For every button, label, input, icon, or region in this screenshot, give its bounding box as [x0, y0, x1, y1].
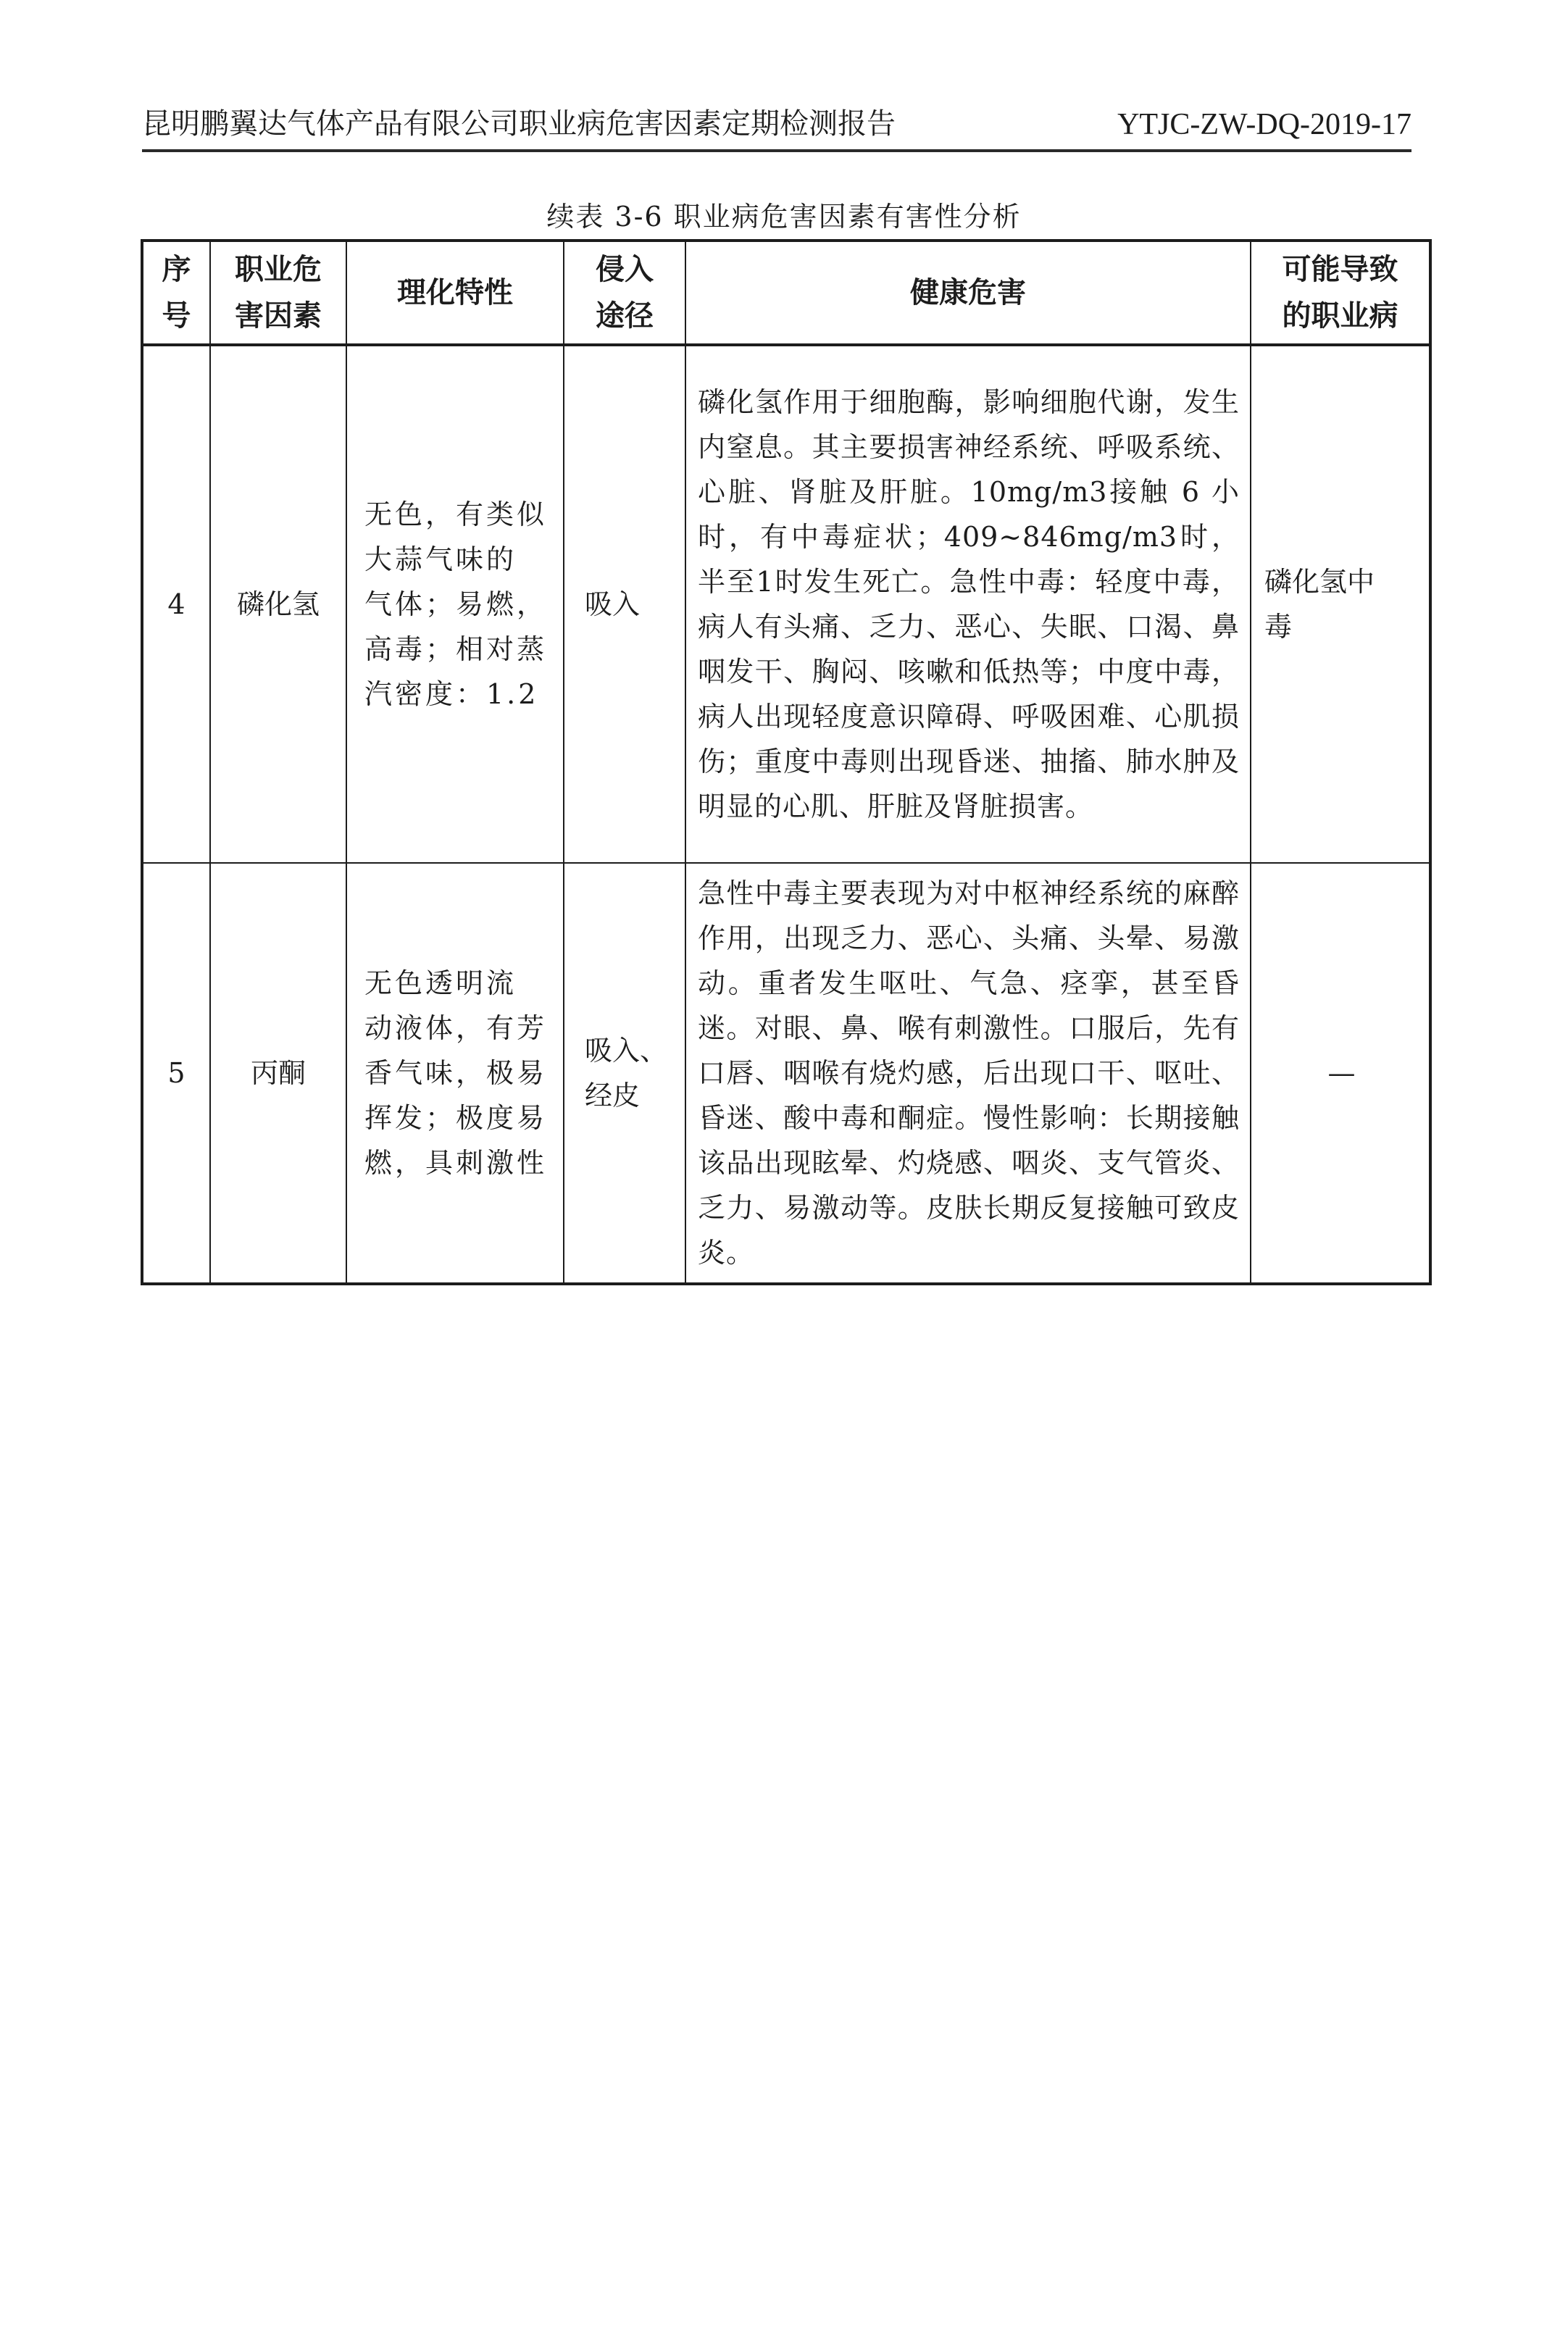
hazard-factor-name: 丙酮 [210, 863, 346, 1284]
company-report-title: 昆明鹏翼达气体产品有限公司职业病危害因素定期检测报告 [142, 107, 896, 141]
row-number: 4 [142, 345, 210, 863]
page-header [142, 101, 1411, 152]
exposure-route: 吸入 [564, 345, 685, 863]
exposure-route: 吸入、 经皮 [564, 863, 685, 1284]
physicochemical-properties: 无色，有类似 大蒜气味的 气体；易燃， 高毒；相对蒸 汽密度：1.2 [346, 345, 564, 863]
column-header-no: 序 号 [142, 241, 210, 345]
health-hazard-text: 急性中毒主要表现为对中枢神经系统的麻醉作用，出现乏力、恶心、头痛、头晕、易激动。重者发生呕吐、气急、痉挛，甚至昏迷。对眼、鼻、喉有刺激性。口服后，先有口唇、咽喉有烧灼感，后出现口干、呕吐、昏迷、酸中毒和酮症。慢性影响：长期接触该品出现眩晕、灼烧感、咽炎、支气管炎、乏力、易激动等。皮肤长期反复接触可致皮炎。 [685, 863, 1251, 1284]
hazard-analysis-table [141, 239, 1432, 1285]
column-header-health-hazard: 健康危害 [685, 241, 1251, 345]
possible-occupational-disease: 磷化氢中 毒 [1251, 345, 1430, 863]
column-header-factor: 职业危 害因素 [210, 241, 346, 345]
table-caption: 续表 3-6 职业病危害因素有害性分析 [546, 201, 1022, 233]
table-row [142, 345, 1430, 863]
health-hazard-text: 磷化氢作用于细胞酶，影响细胞代谢，发生内窒息。其主要损害神经系统、呼吸系统、心脏、肾脏及肝脏。10mg/m3接触 6 小时，有中毒症状；409~846mg/m3时，半至1时发生死亡。急性中毒：轻度中毒，病人有头痛、乏力、恶心、失眠、口渴、鼻咽发干、胸闷、咳嗽和低热等；中度中毒，病人出现轻度意识障碍、呼吸困难、心肌损伤；重度中毒则出现昏迷、抽搐、肺水肿及明显的心肌、肝脏及肾脏损害。 [685, 345, 1251, 863]
column-header-properties: 理化特性 [346, 241, 564, 345]
column-header-disease: 可能导致 的职业病 [1251, 241, 1430, 345]
possible-occupational-disease: — [1251, 863, 1430, 1284]
physicochemical-properties: 无色透明流 动液体，有芳 香气味，极易 挥发；极度易 燃，具刺激性 [346, 863, 564, 1284]
table-row [142, 863, 1430, 1284]
report-code: YTJC-ZW-DQ-2019-17 [1117, 108, 1411, 141]
table-header-row [142, 241, 1430, 345]
row-number: 5 [142, 863, 210, 1284]
hazard-factor-name: 磷化氢 [210, 345, 346, 863]
column-header-route: 侵入 途径 [564, 241, 685, 345]
